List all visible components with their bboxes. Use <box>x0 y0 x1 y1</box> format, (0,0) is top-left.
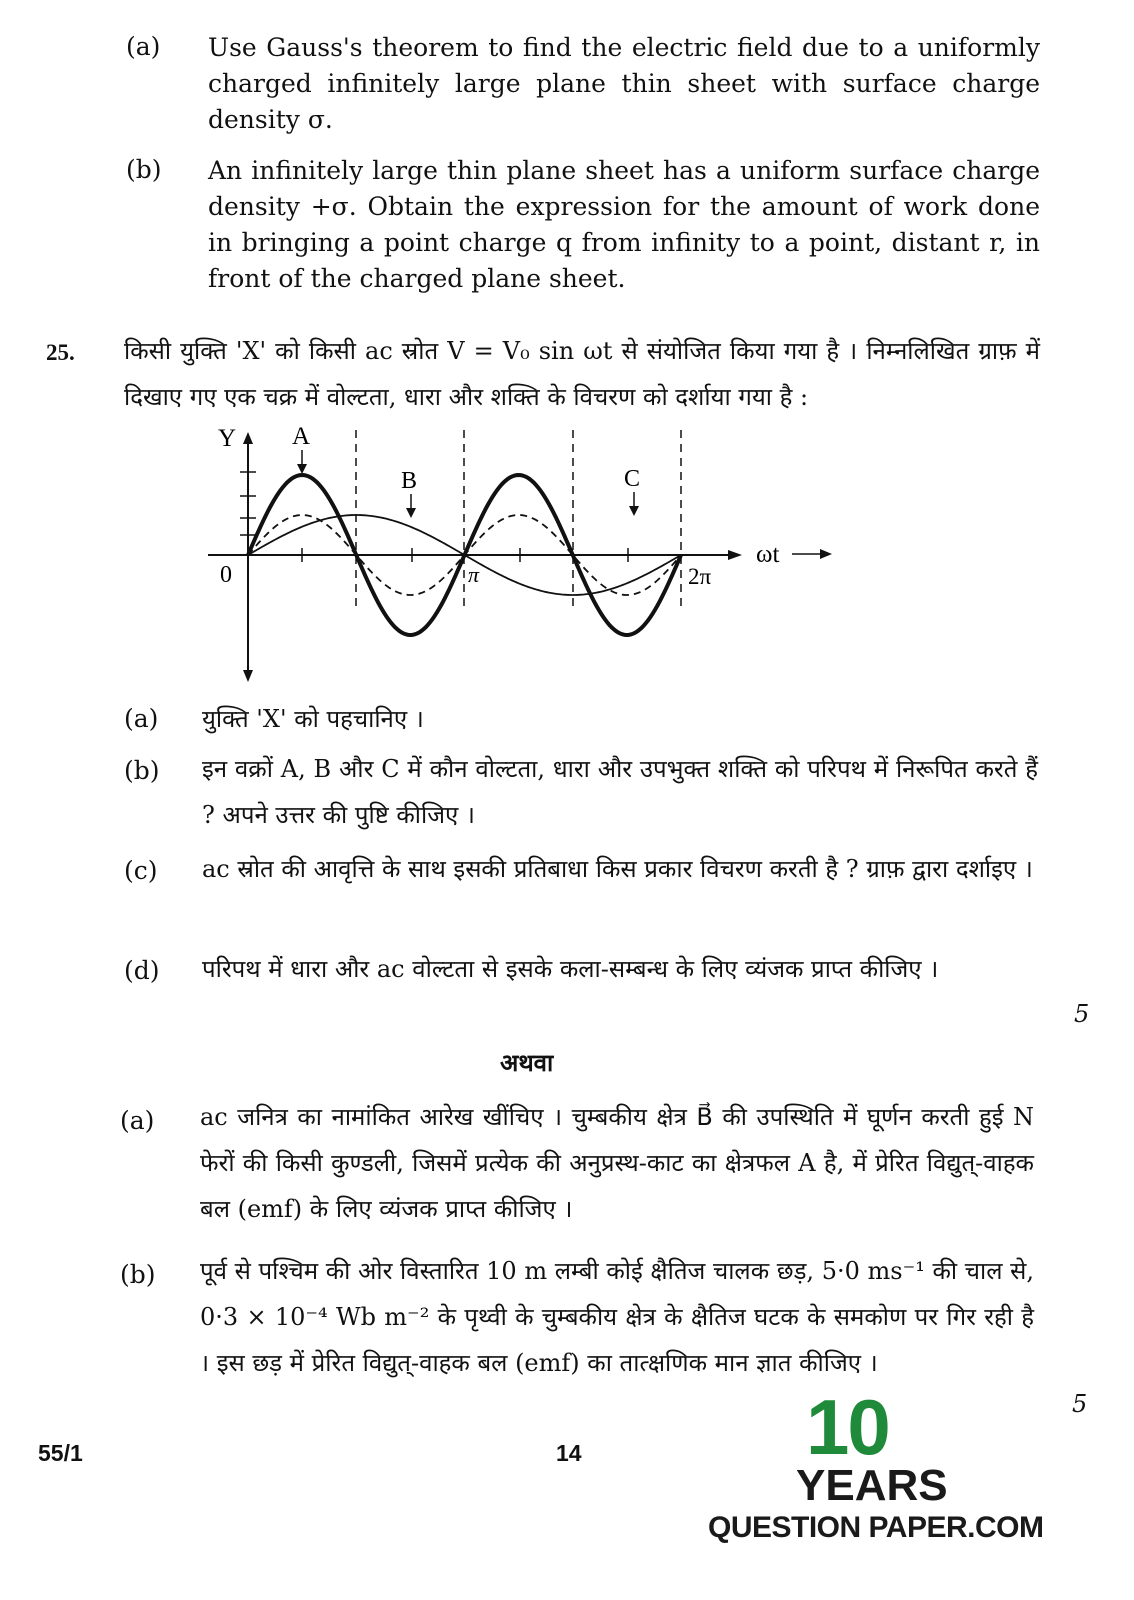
pi-label: π <box>468 562 480 587</box>
or-part-b-label: (b) <box>120 1260 156 1289</box>
y-axis-arrow-down <box>243 670 253 682</box>
pointer-a-head <box>297 464 307 474</box>
y-axis-arrow-up <box>243 432 253 444</box>
or-part-a-text: ac जनित्र का नामांकित आरेख खींचिए । चुम्बकीय क्षेत्र B⃗ की उपस्थिति में घूर्णन करती हुई N फेरों की किसी कुण्डली, जिसमें प्रत्येक की अनुप्रस्थ-काट का क्षेत्रफल A है, में प्रेरित विद्युत्-वाहक बल (emf) के लिए व्यंजक प्राप्त कीजिए । <box>200 1103 1034 1223</box>
part-a-label: (a) <box>126 32 161 61</box>
q25-part-c-label: (c) <box>124 856 158 885</box>
or-marks: 5 <box>1072 1390 1088 1418</box>
two-pi-label: 2π <box>688 564 712 589</box>
origin-label: 0 <box>220 562 232 588</box>
curve-label-b: B <box>401 468 418 494</box>
or-heading: अथवा <box>500 1048 554 1077</box>
pointer-b-head <box>406 508 416 518</box>
x-axis-label: ωt <box>756 541 780 568</box>
page-number: 14 <box>556 1440 582 1466</box>
x-axis-arrow <box>728 550 742 560</box>
waveform-graph <box>200 420 860 690</box>
watermark-years: YEARS <box>796 1461 948 1510</box>
x-label-arrow-head <box>820 549 832 559</box>
q25-part-d-label: (d) <box>124 956 160 985</box>
q25-part-a-text: युक्ति 'X' को पहचानिए । <box>202 705 424 733</box>
curve-label-c: C <box>624 466 641 492</box>
watermark-number: 10 <box>806 1383 889 1471</box>
q25-marks: 5 <box>1074 1000 1090 1028</box>
or-part-b-text: पूर्व से पश्चिम की ओर विस्तारित 10 m लम्बी कोई क्षैतिज चालक छड़, 5·0 ms⁻¹ की चाल से, 0·3 × 10⁻⁴ Wb m⁻² के पृथ्वी के चुम्बकीय क्षेत्र के क्षैतिज घटक के समकोण पर गिर रही है । इस छड़ में प्रेरित विद्युत्-वाहक बल (emf) का तात्क्षणिक मान ज्ञात कीजिए । <box>200 1257 1034 1377</box>
watermark-site: QUESTION PAPER.COM <box>708 1511 1044 1544</box>
paper-code: 55/1 <box>38 1440 83 1466</box>
q25-part-b-label: (b) <box>124 756 160 785</box>
curve-label-a: A <box>292 423 311 450</box>
part-b-label: (b) <box>126 155 162 184</box>
or-part-a-label: (a) <box>120 1106 155 1135</box>
question-number: 25. <box>46 340 75 365</box>
part-b-text: An infinitely large thin plane sheet has a uniform surface charge density +σ. Obtain the expression for the amount of work done in bringing a point charge q from infinity to a point, distant r, in front of the charged plane sheet. <box>208 156 1040 293</box>
y-axis-label: Y <box>218 425 237 452</box>
part-a-text: Use Gauss's theorem to find the electric field due to a uniformly charged infinitely large plane thin sheet with surface charge density σ. <box>208 33 1040 134</box>
question-intro: किसी युक्ति 'X' को किसी ac स्रोत V = V₀ sin ωt से संयोजित किया गया है । निम्नलिखित ग्राफ़ में दिखाए गए एक चक्र में वोल्टता, धारा और शक्ति के विचरण को दर्शाया गया है : <box>124 337 1040 411</box>
q25-part-c-text: ac स्रोत की आवृत्ति के साथ इसकी प्रतिबाधा किस प्रकार विचरण करती है ? ग्राफ़ द्वारा दर्शाइए । <box>202 855 1033 883</box>
q25-part-b-text: इन वक्रों A, B और C में कौन वोल्टता, धारा और उपभुक्त शक्ति को परिपथ में निरूपित करते हैं ? अपने उत्तर की पुष्टि कीजिए । <box>202 755 1038 829</box>
pointer-c-head <box>629 506 639 516</box>
q25-part-a-label: (a) <box>124 704 159 733</box>
q25-part-d-text: परिपथ में धारा और ac वोल्टता से इसके कला-सम्बन्ध के लिए व्यंजक प्राप्त कीजिए । <box>202 955 939 983</box>
